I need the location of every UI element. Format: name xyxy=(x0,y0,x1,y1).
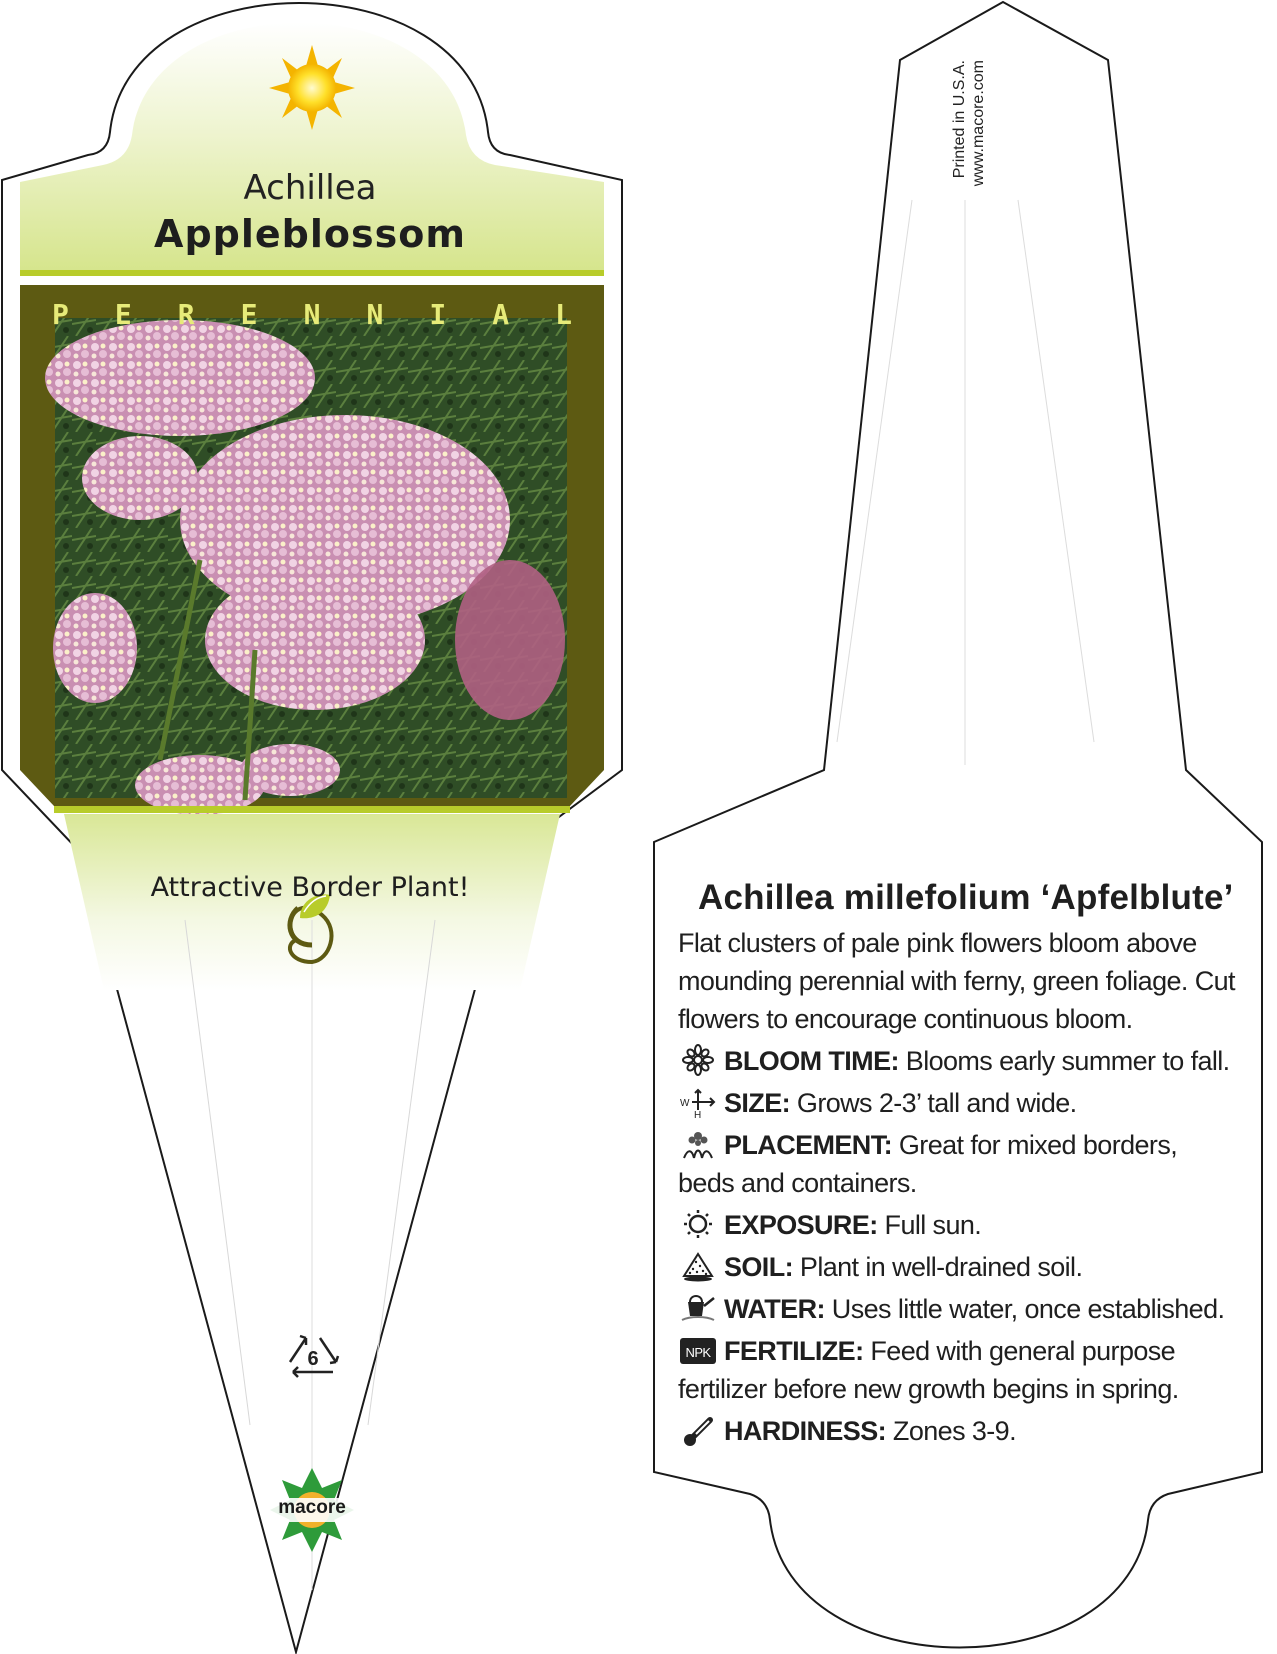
attribute-size xyxy=(678,1084,1238,1122)
sun-icon xyxy=(678,1208,718,1240)
attribute-text: Uses little water, once established. xyxy=(831,1294,1225,1324)
attribute-hardiness xyxy=(678,1412,1238,1450)
size-icon xyxy=(678,1086,718,1118)
website-label: www.macore.com xyxy=(970,60,987,187)
category-letter: E xyxy=(114,298,132,331)
size-icon-h: H xyxy=(694,1110,701,1118)
plant-description: Flat clusters of pale pink flowers bloom above mounding perennial with ferny, green foliage. Cut flowers to encourage continuous bloom. xyxy=(678,928,1235,1034)
category-letter: I xyxy=(429,298,447,331)
brand-name: macore xyxy=(278,1497,346,1518)
npk-icon-text: NPK xyxy=(685,1345,711,1360)
flower-icon xyxy=(678,1044,718,1076)
category-label xyxy=(52,298,572,331)
attribute-bloom-time xyxy=(678,1042,1238,1080)
attribute-label: SOIL: xyxy=(724,1252,793,1282)
attribute-label: SIZE: xyxy=(724,1088,791,1118)
attribute-label: BLOOM TIME: xyxy=(724,1046,899,1076)
attribute-text: Zones 3-9. xyxy=(892,1416,1016,1446)
care-info xyxy=(678,878,1238,1450)
printed-in-label: Printed in U.S.A. xyxy=(951,60,968,179)
plant-photo xyxy=(45,318,567,815)
attribute-text: Great for mixed borders, beds and containers. xyxy=(678,1130,1178,1198)
attribute-placement xyxy=(678,1126,1238,1202)
plant-genus-title: Achillea xyxy=(243,168,377,208)
attribute-fertilize xyxy=(678,1332,1238,1408)
category-letter: L xyxy=(555,298,572,331)
attribute-soil xyxy=(678,1248,1238,1286)
species-heading: Achillea millefolium ‘Apfelblute’ xyxy=(698,878,1234,917)
attribute-text: Plant in well-drained soil. xyxy=(799,1252,1083,1282)
category-letter: A xyxy=(492,298,510,331)
attribute-label: HARDINESS: xyxy=(724,1416,887,1446)
attribute-label: EXPOSURE: xyxy=(724,1210,878,1240)
attribute-label: FERTILIZE: xyxy=(724,1336,864,1366)
category-letter: N xyxy=(303,298,321,331)
plant-cultivar-title: Appleblossom xyxy=(154,212,466,256)
category-letter: N xyxy=(366,298,384,331)
attribute-text: Full sun. xyxy=(884,1210,982,1240)
category-letter: R xyxy=(177,298,195,331)
attribute-text: Grows 2-3’ tall and wide. xyxy=(796,1088,1077,1118)
attribute-label: WATER: xyxy=(724,1294,825,1324)
npk-icon xyxy=(678,1334,718,1366)
attribute-text: Feed with general purpose fertilizer before new growth begins in spring. xyxy=(678,1336,1179,1404)
tagline: Attractive Border Plant! xyxy=(150,872,470,903)
placement-icon xyxy=(678,1128,718,1160)
print-info xyxy=(950,60,988,210)
thermometer-icon xyxy=(678,1414,718,1446)
attribute-exposure xyxy=(678,1206,1238,1244)
soil-icon xyxy=(678,1250,718,1282)
size-icon-w: W xyxy=(680,1098,689,1109)
attribute-label: PLACEMENT: xyxy=(724,1130,892,1160)
attribute-water xyxy=(678,1290,1238,1328)
attribute-text: Blooms early summer to fall. xyxy=(905,1046,1230,1076)
watering-can-icon xyxy=(678,1292,718,1324)
category-letter: P xyxy=(52,298,69,331)
category-letter: E xyxy=(240,298,258,331)
recycle-number: 6 xyxy=(307,1348,319,1370)
